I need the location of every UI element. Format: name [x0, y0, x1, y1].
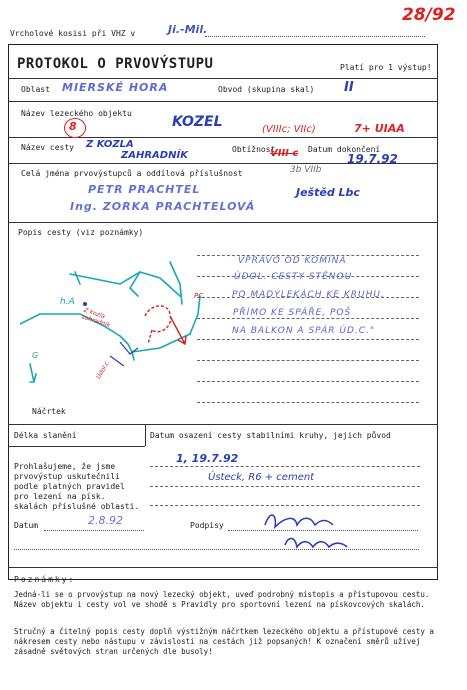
oblast-value: MIERSKÉ HORA	[62, 81, 169, 94]
objekt-label: Název lezeckého objektu	[21, 109, 132, 118]
objekt-value: KOZEL	[172, 114, 223, 130]
cesta-label: Název cesty	[21, 143, 74, 152]
route-line	[197, 318, 419, 319]
osazeni-line	[150, 486, 420, 487]
obvod-label: Obvod (skupina skal)	[218, 85, 315, 94]
datum-dotted-line	[44, 530, 144, 531]
prohlaseni-text: Prohlašujeme, že jsme prvovýstup uskutečnili podle platných pravidel pro lezení na písk. skalách příslušné oblasti.	[14, 462, 140, 511]
header-dotted-line	[205, 36, 425, 37]
route-desc-4: PŘÍMO KE SPÁŘE, POŠ	[233, 308, 352, 318]
jmena-grade: 3b VIIb	[290, 165, 322, 175]
podpisy-label: Podpisy	[190, 521, 224, 530]
route-line	[197, 360, 419, 361]
route-line	[197, 339, 419, 340]
route-desc-2: ÚDOL. CESTY STĚNOU	[234, 272, 353, 282]
cesta-value-1: Z KOZLA	[86, 139, 134, 150]
obtiznost-label: Obtížnost	[232, 145, 276, 154]
sketch-dot	[83, 302, 87, 306]
datum-label: Datum	[14, 521, 39, 530]
sketch-label: Náčrtek	[32, 407, 66, 416]
grade-note: (VIIIc; VIIc)	[262, 124, 316, 135]
grade-plus: 7+ UIAA	[354, 122, 405, 135]
delka-label: Délka slanění	[14, 431, 77, 440]
notes-paragraph-2: Stručný a čitelný popis cesty doplň výstižným náčrtkem lezeckého objektu a přístupové cesty a nákresem cesty nebo nástupu v závislosti na cestách již popsaných! K označení směrů užívej zásadně světových stran určených dle busoly!	[14, 627, 434, 656]
sketch-pc: PC	[194, 292, 204, 300]
datum-dokonceni-label: Datum dokončení	[308, 145, 381, 154]
sketch-g: G	[32, 351, 39, 360]
divider	[8, 101, 438, 102]
divider	[8, 78, 438, 79]
sketch-line	[120, 272, 180, 296]
route-line	[197, 402, 419, 403]
osazeni-label: Datum osazení cesty stabilními kruhy, jejich původ	[150, 431, 391, 440]
divider	[8, 424, 438, 425]
sketch-label-ha: h.A	[60, 297, 75, 307]
osazeni-value-2: Ústeck, R6 + cement	[208, 472, 315, 483]
sketch-arrow	[30, 364, 36, 382]
header-handwritten-value: Ji.-Mil.	[168, 23, 208, 36]
osazeni-line	[150, 466, 420, 467]
jmeno-2: Ing. ZORKA PRACHTELOVÁ	[70, 200, 256, 213]
signature-images	[255, 505, 375, 555]
header-label: Vrcholové kosisi při VHZ v	[10, 29, 136, 38]
datum-value: 2.8.92	[88, 514, 123, 527]
sketch-route-name: Z kozla zahradník	[80, 306, 111, 330]
cesta-number: 8	[69, 120, 77, 133]
route-label: Popis cesty (viz poznámky)	[18, 228, 144, 237]
osazeni-value-1: 1, 19.7.92	[176, 452, 239, 465]
divider-v	[145, 424, 146, 446]
oblast-label: Oblast	[21, 85, 50, 94]
sketch-line	[170, 262, 182, 304]
divider	[8, 446, 145, 447]
sketch-blue-mark	[110, 356, 124, 366]
divider	[8, 163, 438, 164]
notes-paragraph-1: Jedná-li se o prvovýstup na nový lezecký objekt, uveď podrobný místopis a přístupovou cestu. Název objektu i cesty vol ve shodě s Pravidly pro sportovní lezení na pískovcových skalách.	[14, 590, 430, 609]
route-desc-1: VPRAVO OD KOMÍNA	[238, 256, 347, 266]
jmeno-1: PETR PRACHTEL	[88, 183, 201, 196]
route-desc-3: PO MADÝLEKÁCH KE KRUHU,	[232, 290, 385, 300]
route-line-red	[145, 306, 171, 332]
sketch-line	[20, 314, 40, 324]
validity-note: Platí pro 1 výstup!	[340, 63, 432, 72]
divider	[8, 222, 438, 223]
obtiznost-value: VIII c	[270, 148, 299, 159]
route-line-red	[148, 330, 152, 344]
oddil: Ještěd Lbc	[296, 186, 360, 199]
sketch-line	[132, 352, 134, 360]
route-desc-5: NA BALKON A SPÁR ÚD.C."	[232, 326, 376, 336]
page-number: 28/92	[402, 5, 456, 25]
sketch-line	[75, 272, 80, 284]
jmena-label: Celá jména prvovýstupců a oddílová příslušnost	[21, 169, 243, 178]
page-title: PROTOKOL O PRVOVÝSTUPU	[17, 56, 214, 72]
datum-dokonceni-value: 19.7.92	[347, 152, 398, 166]
cesta-value-2: ZAHRADNÍK	[121, 150, 188, 161]
divider	[8, 567, 438, 568]
notes-heading: Poznámky:	[14, 575, 76, 584]
route-line	[197, 381, 419, 382]
obvod-value: II	[344, 80, 354, 95]
sketch-udolc: Údol.c.	[95, 358, 112, 381]
sketch-line	[190, 296, 200, 334]
